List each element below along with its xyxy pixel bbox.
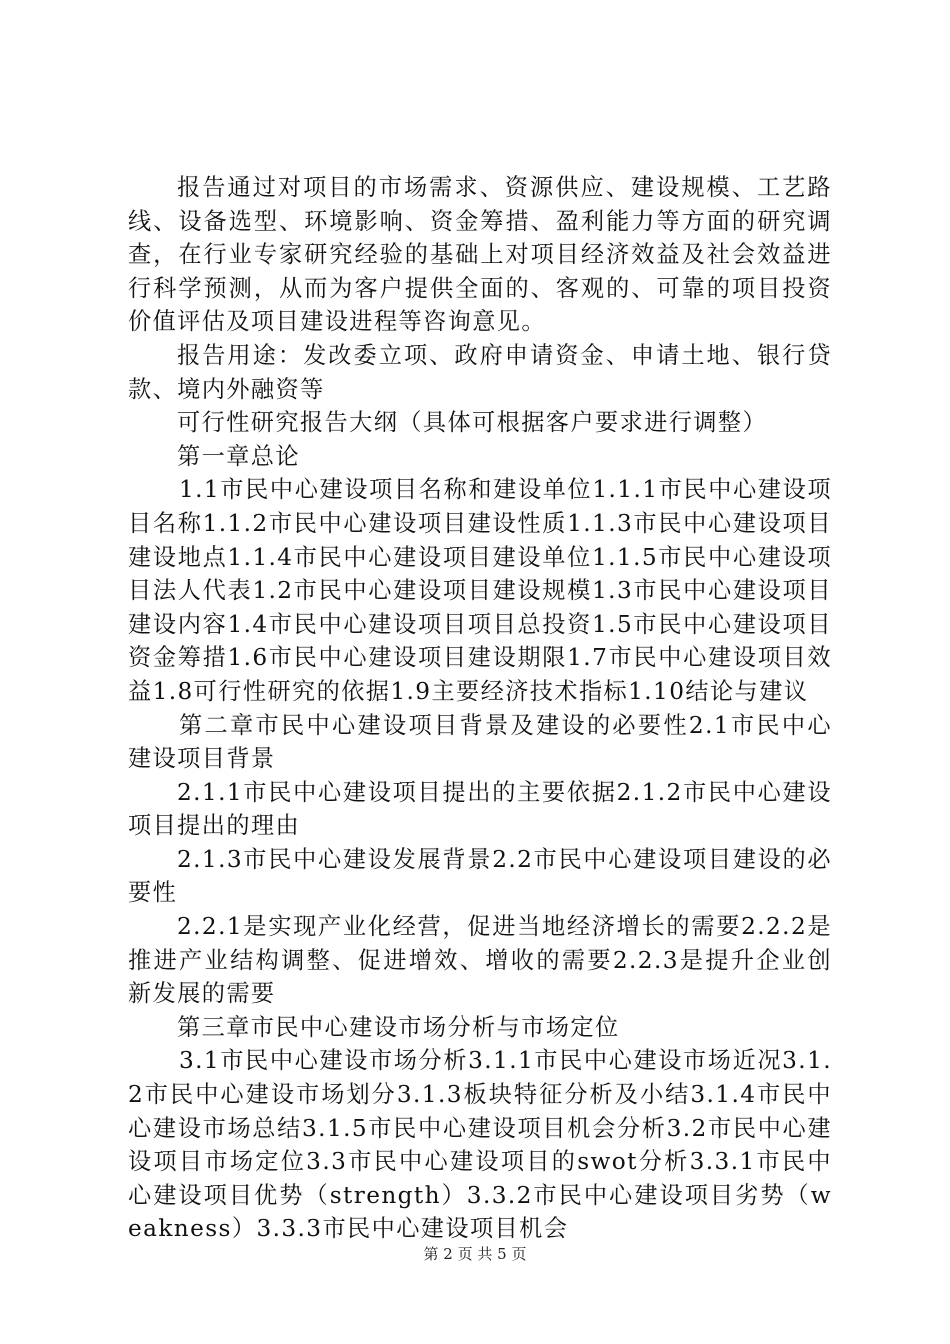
paragraph-chapter-2-3: 2.2.1是实现产业化经营，促进当地经济增长的需要2.2.2是推进产业结构调整、促进增效、增收的需要2.2.3是提升企业创新发展的需要 <box>128 913 832 1008</box>
paragraph-chapter-3-items: 3.1市民中心建设市场分析3.1.1市民中心建设市场近况3.1.2市民中心建设市场划分3.1.3板块特征分析及小结3.1.4市民中心建设市场总结3.1.5市民中心建设项目机会分析3.2市民中心建设项目市场定位3.3市民中心建设项目的swot分析3.3.1市民中心建设项目优势（strength）3.3.2市民中心建设项目劣势（weakness）3.3.3市民中心建设项目机会 <box>128 1047 832 1243</box>
paragraph-outline-title: 可行性研究报告大纲（具体可根据客户要求进行调整） <box>177 409 768 437</box>
heading-chapter-2: 第二章市民中心建设项目背景及建设的必要性2.1市民中心建设项目背景 <box>128 711 832 773</box>
heading-chapter-1: 第一章总论 <box>177 442 300 470</box>
paragraph-report-summary: 报告通过对项目的市场需求、资源供应、建设规模、工艺路线、设备选型、环境影响、资金筹措、盈利能力等方面的研究调查，在行业专家研究经验的基础上对项目经济效益及社会效益进行科学预测，从而为客户提供全面的、客观的、可靠的项目投资价值评估及项目建设进程等咨询意见。 <box>128 174 832 336</box>
paragraph-report-usage: 报告用途：发改委立项、政府申请资金、申请土地、银行贷款、境内外融资等 <box>128 341 832 403</box>
heading-chapter-3: 第三章市民中心建设市场分析与市场定位 <box>177 1013 620 1041</box>
paragraph-chapter-2-2: 2.1.3市民中心建设发展背景2.2市民中心建设项目建设的必要性 <box>128 845 832 907</box>
paragraph-chapter-1-items: 1.1市民中心建设项目名称和建设单位1.1.1市民中心建设项目名称1.1.2市民中心建设项目建设性质1.1.3市民中心建设项目建设地点1.1.4市民中心建设项目建设单位1.1.5市民中心建设项目法人代表1.2市民中心建设项目建设规模1.3市民中心建设项目建设内容1.4市民中心建设项目项目总投资1.5市民中心建设项目资金筹措1.6市民中心建设项目建设期限1.7市民中心建设项目效益1.8可行性研究的依据1.9主要经济技术指标1.10结论与建议 <box>128 476 832 705</box>
document-body <box>128 171 832 1246</box>
page-number-footer: 第 2 页 共 5 页 <box>423 1245 527 1263</box>
paragraph-chapter-2-1: 2.1.1市民中心建设项目提出的主要依据2.1.2市民中心建设项目提出的理由 <box>128 778 832 840</box>
